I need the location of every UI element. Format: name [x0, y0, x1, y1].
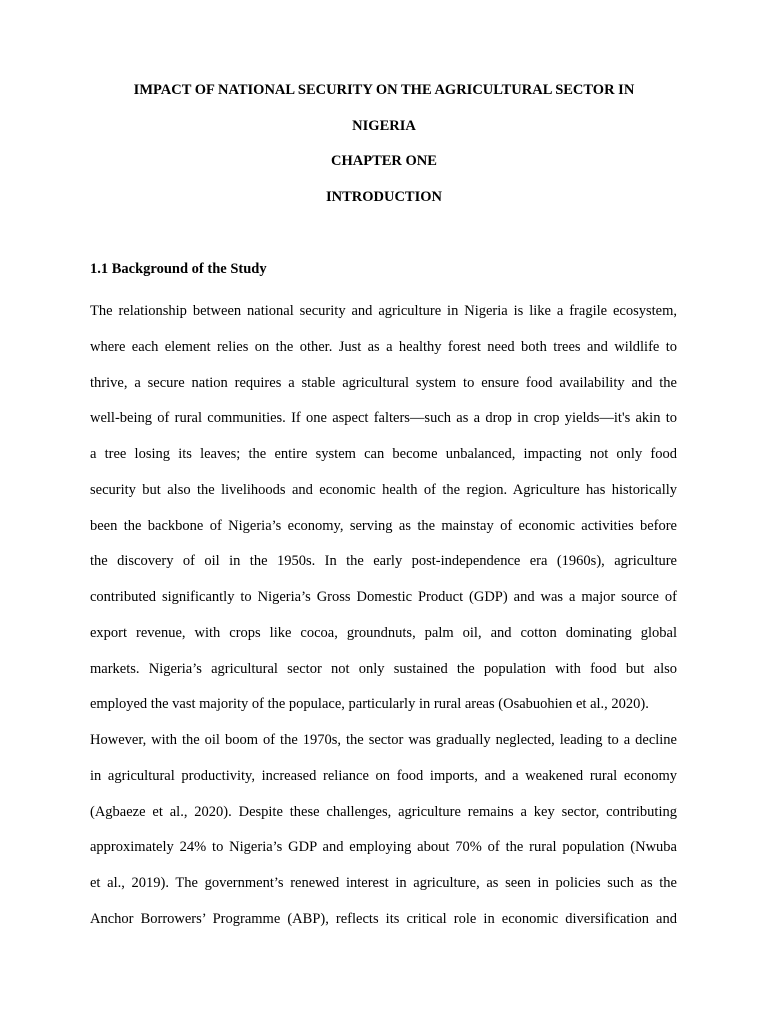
- paragraph-line: security but also the livelihoods and economic health of the region. Agriculture has historically: [90, 481, 677, 498]
- chapter-title: INTRODUCTION: [325, 189, 442, 205]
- paragraph-line: However, with the oil boom of the 1970s, the sector was gradually neglected, leading to a decline: [90, 732, 677, 748]
- document-title-line-1: IMPACT OF NATIONAL SECURITY ON THE AGRICULTURAL SECTOR IN: [133, 82, 635, 98]
- paragraph-line: in agricultural productivity, increased reliance on food imports, and a weakened rural economy: [90, 767, 677, 784]
- section-heading: 1.1 Background of the Study: [90, 261, 267, 277]
- paragraph-line: thrive, a secure nation requires a stable agricultural system to ensure food availability and the: [90, 374, 677, 391]
- paragraph-line: the discovery of oil in the 1950s. In the early post-independence era (1960s), agriculture: [90, 553, 677, 570]
- paragraph-line: (Agbaeze et al., 2020). Despite these challenges, agriculture remains a key sector, contributing: [90, 803, 677, 820]
- body-paragraph: [90, 294, 677, 938]
- paragraph-line: contributed significantly to Nigeria’s Gross Domestic Product (GDP) and was a major source of: [90, 589, 677, 605]
- paragraph-line: employed the vast majority of the populace, particularly in rural areas (Osabuohien et al., 2020).: [90, 696, 649, 713]
- document-title-line-2: NIGERIA: [352, 118, 416, 134]
- paragraph-line: where each element relies on the other. Just as a healthy forest need both trees and wildlife to: [90, 338, 677, 355]
- paragraph-line: et al., 2019). The government’s renewed interest in agriculture, as seen in policies such as the: [90, 875, 677, 891]
- paragraph-line: approximately 24% to Nigeria’s GDP and employing about 70% of the rural population (Nwuba: [90, 839, 677, 856]
- paragraph-line: been the backbone of Nigeria’s economy, serving as the mainstay of economic activities before: [90, 517, 677, 534]
- paragraph-line: Anchor Borrowers’ Programme (ABP), reflects its critical role in economic diversification and: [90, 910, 677, 927]
- paragraph-line: The relationship between national security and agriculture in Nigeria is like a fragile ecosystem,: [90, 303, 677, 319]
- paragraph-line: well-being of rural communities. If one aspect falters—such as a drop in crop yields—it's akin to: [90, 410, 677, 427]
- paragraph-line: markets. Nigeria’s agricultural sector not only sustained the population with food but also: [90, 660, 677, 677]
- paragraph-line: a tree losing its leaves; the entire system can become unbalanced, impacting not only food: [90, 446, 677, 462]
- paragraph-line: export revenue, with crops like cocoa, groundnuts, palm oil, and cotton dominating global: [90, 624, 677, 641]
- chapter-label: CHAPTER ONE: [331, 153, 437, 169]
